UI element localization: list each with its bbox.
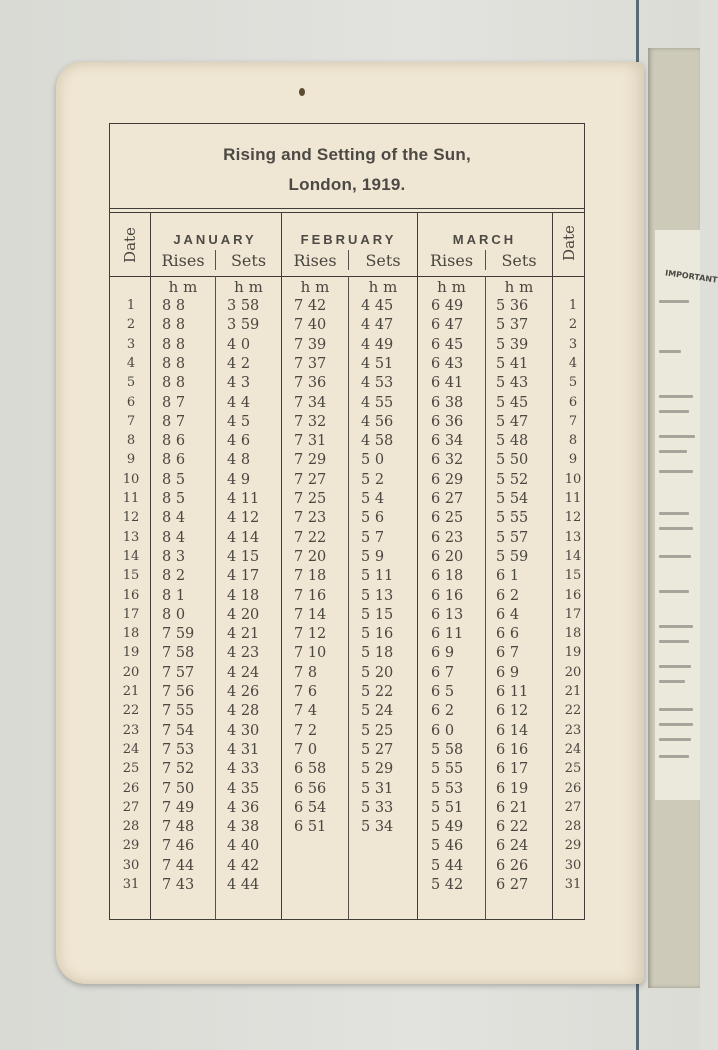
- time-cell-jan-sets: 4 14: [227, 529, 260, 546]
- date-left: 14: [122, 548, 140, 564]
- time-cell-jan-sets: 4 31: [227, 741, 260, 758]
- time-cell-feb-sets: 5 29: [361, 761, 394, 778]
- time-cell-feb-sets: 4 49: [361, 336, 394, 353]
- time-cell-jan-rises: 7 57: [162, 664, 195, 681]
- time-cell-jan-sets: 4 28: [227, 703, 260, 720]
- time-cell-mar-sets: 5 36: [496, 298, 529, 314]
- time-cell-jan-rises: 7 53: [162, 741, 195, 758]
- time-cell-jan-sets: 4 36: [227, 799, 260, 816]
- date-left: 25: [122, 761, 140, 777]
- time-cell-mar-sets: 5 57: [496, 529, 529, 546]
- time-cell-feb-sets: 5 20: [361, 664, 394, 681]
- time-cell-feb-sets: 5 16: [361, 626, 394, 643]
- time-cell-jan-rises: 7 44: [162, 857, 195, 874]
- title-rule-lower: [110, 212, 584, 213]
- sets-label: Sets: [365, 251, 401, 270]
- date-right: 30: [564, 857, 582, 873]
- time-cell-feb-sets: 5 6: [361, 510, 385, 527]
- time-cell-feb-rises: 7 42: [294, 298, 327, 314]
- time-cell-mar-rises: 6 18: [431, 568, 464, 585]
- date-right: 27: [564, 799, 582, 815]
- time-cell-jan-rises: 8 8: [162, 317, 186, 334]
- time-cell-feb-sets: 4 51: [361, 355, 394, 372]
- time-cell-feb-rises: 6 54: [294, 799, 327, 816]
- time-cell-mar-sets: 6 2: [496, 587, 520, 604]
- time-cell-jan-rises: 7 52: [162, 761, 195, 778]
- date-left: 15: [122, 568, 140, 584]
- date-left: 5: [126, 375, 136, 391]
- time-cell-jan-sets: 4 12: [227, 510, 260, 527]
- time-cell-jan-rises: 8 8: [162, 298, 186, 314]
- date-right: 22: [564, 703, 582, 719]
- date-right: 20: [564, 664, 582, 680]
- date-left: 28: [122, 819, 140, 835]
- time-cell-feb-rises: 7 16: [294, 587, 327, 604]
- time-cell-jan-rises: 8 0: [162, 606, 186, 623]
- time-cell-jan-sets: 4 0: [227, 336, 251, 353]
- time-cell-mar-sets: 6 17: [496, 761, 529, 778]
- date-right: 21: [564, 684, 582, 699]
- time-cell-jan-sets: 4 26: [227, 684, 260, 700]
- time-cell-jan-rises: 8 6: [162, 452, 186, 469]
- time-cell-feb-rises: 7 37: [294, 355, 327, 372]
- time-cell-jan-sets: 4 23: [227, 645, 260, 662]
- date-left: 31: [122, 877, 140, 892]
- time-cell-jan-sets: 4 30: [227, 722, 260, 739]
- time-cell-mar-rises: 6 20: [431, 548, 464, 565]
- date-left: 21: [122, 684, 140, 699]
- time-cell-feb-sets: 5 0: [361, 452, 385, 469]
- time-cell-jan-rises: 8 6: [162, 433, 186, 450]
- date-left: 4: [126, 355, 136, 371]
- time-cell-mar-sets: 6 1: [496, 568, 520, 585]
- time-cell-jan-sets: 4 4: [227, 394, 251, 411]
- hm-unit-label: h m: [368, 278, 398, 296]
- hm-unit-label: h m: [300, 278, 330, 296]
- date-right: 24: [564, 741, 582, 757]
- date-left: 17: [122, 606, 140, 622]
- time-cell-jan-sets: 4 11: [227, 491, 260, 507]
- date-left: 29: [122, 838, 140, 854]
- time-cell-feb-rises: 6 51: [294, 819, 327, 836]
- time-cell-feb-sets: 5 11: [361, 568, 394, 585]
- time-cell-mar-sets: 5 54: [496, 491, 529, 507]
- time-cell-jan-sets: 4 18: [227, 587, 260, 604]
- time-cell-feb-sets: 5 24: [361, 703, 394, 720]
- sets-label: Sets: [230, 251, 267, 270]
- time-cell-mar-sets: 6 24: [496, 838, 529, 855]
- time-cell-mar-rises: 6 43: [431, 355, 464, 372]
- time-cell-feb-rises: 7 25: [294, 491, 327, 507]
- date-left: 7: [126, 413, 136, 429]
- time-cell-feb-rises: 7 0: [294, 741, 318, 758]
- time-cell-feb-rises: 7 2: [294, 722, 318, 739]
- time-cell-mar-sets: 5 47: [496, 413, 529, 430]
- date-left: 11: [122, 491, 140, 506]
- date-right: 6: [568, 394, 578, 410]
- time-cell-mar-sets: 6 26: [496, 857, 529, 874]
- time-cell-mar-sets: 5 55: [496, 510, 529, 527]
- time-cell-mar-rises: 5 46: [431, 838, 464, 855]
- time-cell-jan-sets: 4 8: [227, 452, 251, 469]
- time-cell-feb-sets: 5 13: [361, 587, 394, 604]
- time-cell-feb-rises: 7 14: [294, 606, 327, 623]
- time-cell-feb-rises: 6 58: [294, 761, 327, 778]
- time-cell-jan-rises: 7 48: [162, 819, 195, 836]
- time-cell-mar-sets: 6 7: [496, 645, 520, 662]
- time-cell-feb-rises: 7 23: [294, 510, 327, 527]
- time-cell-feb-rises: 7 12: [294, 626, 327, 643]
- time-cell-jan-sets: 4 40: [227, 838, 260, 855]
- time-cell-mar-rises: 5 55: [431, 761, 464, 778]
- date-left: 27: [122, 799, 140, 815]
- rises-label: Rises: [161, 251, 205, 270]
- time-cell-feb-rises: 7 6: [294, 684, 318, 700]
- time-cell-mar-rises: 6 5: [431, 684, 455, 700]
- time-cell-jan-sets: 4 44: [227, 877, 260, 893]
- date-header-right: Date: [560, 225, 578, 261]
- time-cell-mar-rises: 6 23: [431, 529, 464, 546]
- date-left: 1: [126, 298, 136, 313]
- time-cell-mar-rises: 6 38: [431, 394, 464, 411]
- time-cell-jan-sets: 4 2: [227, 355, 251, 372]
- hm-unit-label: h m: [234, 278, 263, 296]
- time-cell-jan-rises: 7 59: [162, 626, 195, 643]
- date-left: 20: [122, 664, 140, 680]
- month-march: MARCH: [452, 232, 517, 247]
- time-cell-jan-rises: 7 50: [162, 780, 195, 797]
- date-left: 23: [122, 722, 140, 738]
- time-cell-jan-sets: 4 15: [227, 548, 260, 565]
- date-left: 6: [126, 394, 136, 410]
- time-cell-mar-rises: 6 36: [431, 413, 464, 430]
- date-right: 17: [564, 606, 582, 622]
- header-rule: [110, 276, 584, 277]
- time-cell-mar-rises: 6 7: [431, 664, 455, 681]
- time-cell-mar-sets: 5 52: [496, 471, 529, 488]
- time-cell-mar-sets: 5 41: [496, 355, 529, 372]
- time-cell-mar-sets: 5 59: [496, 548, 529, 565]
- time-cell-jan-rises: 8 7: [162, 413, 186, 430]
- time-cell-jan-rises: 7 55: [162, 703, 195, 720]
- time-cell-jan-sets: 4 38: [227, 819, 260, 836]
- date-right: 12: [564, 510, 582, 526]
- date-right: 9: [568, 452, 578, 468]
- sets-label: Sets: [501, 251, 537, 270]
- time-cell-mar-sets: 6 4: [496, 606, 520, 623]
- time-cell-mar-sets: 5 39: [496, 336, 529, 353]
- time-cell-feb-rises: 6 56: [294, 780, 327, 797]
- date-right: 11: [564, 491, 582, 506]
- page-title: Rising and Setting of the Sun,: [223, 145, 471, 164]
- time-cell-mar-rises: 6 0: [431, 722, 455, 739]
- date-left: 3: [126, 336, 136, 352]
- date-right: 7: [568, 413, 578, 429]
- time-cell-feb-rises: 7 29: [294, 452, 327, 469]
- time-cell-mar-sets: 6 14: [496, 722, 529, 739]
- date-right: 13: [564, 529, 582, 545]
- time-cell-feb-sets: 5 9: [361, 548, 385, 565]
- time-cell-mar-rises: 6 34: [431, 433, 464, 450]
- time-cell-mar-rises: 6 41: [431, 375, 464, 392]
- time-cell-mar-sets: 5 45: [496, 394, 529, 411]
- time-cell-jan-rises: 7 58: [162, 645, 195, 662]
- time-cell-feb-sets: 5 22: [361, 684, 394, 700]
- time-cell-mar-rises: 6 9: [431, 645, 455, 662]
- date-right: 4: [568, 355, 578, 371]
- time-cell-feb-rises: 7 18: [294, 568, 327, 585]
- time-cell-feb-sets: 5 25: [361, 722, 394, 739]
- date-right: 25: [564, 761, 582, 777]
- time-cell-mar-sets: 5 43: [496, 375, 529, 392]
- column-rule: [485, 276, 486, 919]
- time-cell-feb-rises: 7 36: [294, 375, 327, 392]
- time-cell-mar-rises: 6 29: [431, 471, 464, 488]
- time-cell-feb-sets: 5 15: [361, 606, 394, 623]
- time-cell-jan-rises: 8 8: [162, 355, 186, 372]
- date-right: 1: [568, 298, 578, 313]
- adjacent-page-heading: IMPORTANT: [664, 268, 718, 285]
- date-right: 10: [564, 471, 582, 487]
- date-left: 30: [122, 857, 140, 873]
- time-cell-jan-sets: 4 3: [227, 375, 251, 392]
- date-left: 10: [122, 471, 140, 487]
- time-cell-jan-rises: 7 43: [162, 877, 195, 893]
- time-cell-jan-rises: 7 46: [162, 838, 195, 855]
- time-cell-mar-rises: 5 42: [431, 877, 464, 893]
- time-cell-jan-sets: 4 21: [227, 626, 260, 643]
- time-cell-feb-rises: 7 10: [294, 645, 327, 662]
- date-left: 8: [126, 433, 136, 449]
- time-cell-jan-rises: 7 56: [162, 684, 195, 700]
- time-cell-mar-sets: 5 50: [496, 452, 529, 469]
- staple-hole: [299, 88, 305, 96]
- date-right: 5: [568, 375, 578, 391]
- time-cell-jan-rises: 7 49: [162, 799, 195, 816]
- time-cell-feb-sets: 5 27: [361, 741, 394, 758]
- time-cell-feb-rises: 7 22: [294, 529, 327, 546]
- date-left: 9: [126, 452, 136, 468]
- month-january: JANUARY: [173, 232, 257, 247]
- date-left: 26: [122, 780, 140, 796]
- time-cell-feb-rises: 7 39: [294, 336, 327, 353]
- time-cell-mar-rises: 6 49: [431, 298, 464, 314]
- date-header-left: Date: [121, 227, 139, 263]
- hm-unit-label: h m: [437, 278, 466, 296]
- time-cell-mar-rises: 6 11: [431, 626, 464, 643]
- time-cell-feb-sets: 5 7: [361, 529, 385, 546]
- time-cell-mar-rises: 6 27: [431, 491, 464, 507]
- date-right: 16: [564, 587, 582, 603]
- time-cell-mar-rises: 6 32: [431, 452, 464, 469]
- time-cell-mar-sets: 6 27: [496, 877, 529, 893]
- date-right: 19: [564, 645, 582, 661]
- time-cell-feb-rises: 7 31: [294, 433, 327, 450]
- time-cell-mar-sets: 6 9: [496, 664, 520, 681]
- time-cell-jan-rises: 8 4: [162, 529, 186, 546]
- date-right: 23: [564, 722, 582, 738]
- time-cell-feb-sets: 5 18: [361, 645, 394, 662]
- time-cell-jan-rises: 8 3: [162, 548, 186, 565]
- time-cell-feb-sets: 4 56: [361, 413, 394, 430]
- time-cell-mar-rises: 5 44: [431, 857, 464, 874]
- time-cell-feb-rises: 7 40: [294, 317, 327, 334]
- time-cell-jan-rises: 8 1: [162, 587, 186, 604]
- time-cell-jan-sets: 4 6: [227, 433, 251, 450]
- date-left: 24: [122, 741, 140, 757]
- time-cell-feb-rises: 7 27: [294, 471, 327, 488]
- page-subtitle: London, 1919.: [288, 175, 406, 194]
- time-cell-mar-sets: 6 19: [496, 780, 529, 797]
- time-cell-jan-sets: 4 24: [227, 664, 260, 681]
- date-right: 3: [568, 336, 578, 352]
- time-cell-mar-sets: 6 16: [496, 741, 529, 758]
- time-cell-jan-sets: 4 9: [227, 471, 251, 488]
- date-right: 26: [564, 780, 582, 796]
- time-cell-feb-sets: 5 33: [361, 799, 394, 816]
- time-cell-mar-rises: 6 45: [431, 336, 464, 353]
- time-cell-mar-sets: 6 12: [496, 703, 529, 720]
- date-left: 13: [122, 529, 140, 545]
- date-right: 29: [564, 838, 582, 854]
- date-right: 18: [564, 626, 582, 642]
- column-rule: [215, 276, 216, 919]
- time-cell-jan-rises: 8 8: [162, 336, 186, 353]
- time-cell-feb-sets: 5 2: [361, 471, 385, 488]
- time-cell-mar-rises: 5 51: [431, 799, 464, 816]
- time-cell-feb-sets: 4 53: [361, 375, 394, 392]
- time-cell-mar-sets: 6 6: [496, 626, 520, 643]
- hm-unit-label: h m: [168, 278, 198, 296]
- date-left: 12: [122, 510, 140, 526]
- time-cell-jan-rises: 8 7: [162, 394, 186, 411]
- time-cell-feb-rises: 7 4: [294, 703, 318, 720]
- time-cell-mar-sets: 6 21: [496, 799, 529, 816]
- adjacent-page: [655, 230, 718, 800]
- time-cell-jan-rises: 8 5: [162, 471, 186, 488]
- date-right: 14: [564, 548, 582, 564]
- time-cell-feb-rises: 7 32: [294, 413, 327, 430]
- time-cell-jan-sets: 4 5: [227, 413, 251, 430]
- time-cell-jan-rises: 8 8: [162, 375, 186, 392]
- column-rule: [348, 276, 349, 919]
- time-cell-jan-rises: 8 4: [162, 510, 186, 527]
- time-cell-mar-sets: 6 11: [496, 684, 529, 700]
- time-cell-feb-sets: 4 58: [361, 433, 394, 450]
- time-cell-jan-sets: 4 20: [227, 606, 260, 623]
- date-left: 18: [122, 626, 140, 642]
- time-cell-mar-rises: 6 2: [431, 703, 455, 720]
- time-cell-feb-sets: 4 47: [361, 317, 394, 334]
- time-cell-mar-rises: 6 16: [431, 587, 464, 604]
- time-cell-feb-rises: 7 34: [294, 394, 327, 411]
- time-cell-feb-rises: 7 8: [294, 664, 318, 681]
- time-cell-jan-sets: 3 58: [227, 298, 260, 314]
- date-left: 2: [126, 317, 136, 333]
- date-right: 8: [568, 433, 578, 449]
- date-left: 22: [122, 703, 140, 719]
- time-cell-jan-rises: 8 2: [162, 568, 186, 585]
- date-right: 28: [564, 819, 582, 835]
- time-cell-feb-sets: 5 31: [361, 780, 394, 797]
- date-right: 2: [568, 317, 578, 333]
- time-cell-feb-sets: 4 45: [361, 298, 394, 314]
- time-cell-jan-sets: 3 59: [227, 317, 260, 334]
- time-cell-mar-rises: 5 58: [431, 741, 464, 758]
- date-left: 16: [122, 587, 140, 603]
- time-cell-jan-sets: 4 35: [227, 780, 260, 797]
- time-cell-jan-rises: 8 5: [162, 491, 186, 507]
- time-cell-mar-rises: 5 49: [431, 819, 464, 836]
- time-cell-mar-rises: 6 25: [431, 510, 464, 527]
- time-cell-mar-rises: 6 47: [431, 317, 464, 334]
- time-cell-feb-sets: 5 34: [361, 819, 394, 836]
- rises-label: Rises: [429, 251, 474, 270]
- column-rule: [281, 212, 282, 919]
- time-cell-feb-rises: 7 20: [294, 548, 327, 565]
- month-february: FEBRUARY: [300, 232, 397, 247]
- time-cell-jan-sets: 4 17: [227, 568, 260, 585]
- column-rule: [417, 212, 418, 919]
- time-cell-mar-sets: 5 37: [496, 317, 529, 334]
- time-cell-mar-rises: 6 13: [431, 606, 464, 623]
- time-cell-jan-sets: 4 42: [227, 857, 260, 874]
- hm-unit-label: h m: [504, 278, 534, 296]
- time-cell-feb-sets: 5 4: [361, 491, 385, 507]
- date-left: 19: [122, 645, 140, 661]
- time-cell-mar-sets: 5 48: [496, 433, 529, 450]
- time-cell-mar-sets: 6 22: [496, 819, 529, 836]
- time-cell-jan-sets: 4 33: [227, 761, 260, 778]
- time-cell-feb-sets: 4 55: [361, 394, 394, 411]
- time-cell-jan-rises: 7 54: [162, 722, 195, 739]
- date-right: 15: [564, 568, 582, 584]
- rises-label: Rises: [293, 251, 337, 270]
- title-rule-upper: [110, 208, 584, 209]
- time-cell-mar-rises: 5 53: [431, 780, 464, 797]
- date-right: 31: [564, 877, 582, 892]
